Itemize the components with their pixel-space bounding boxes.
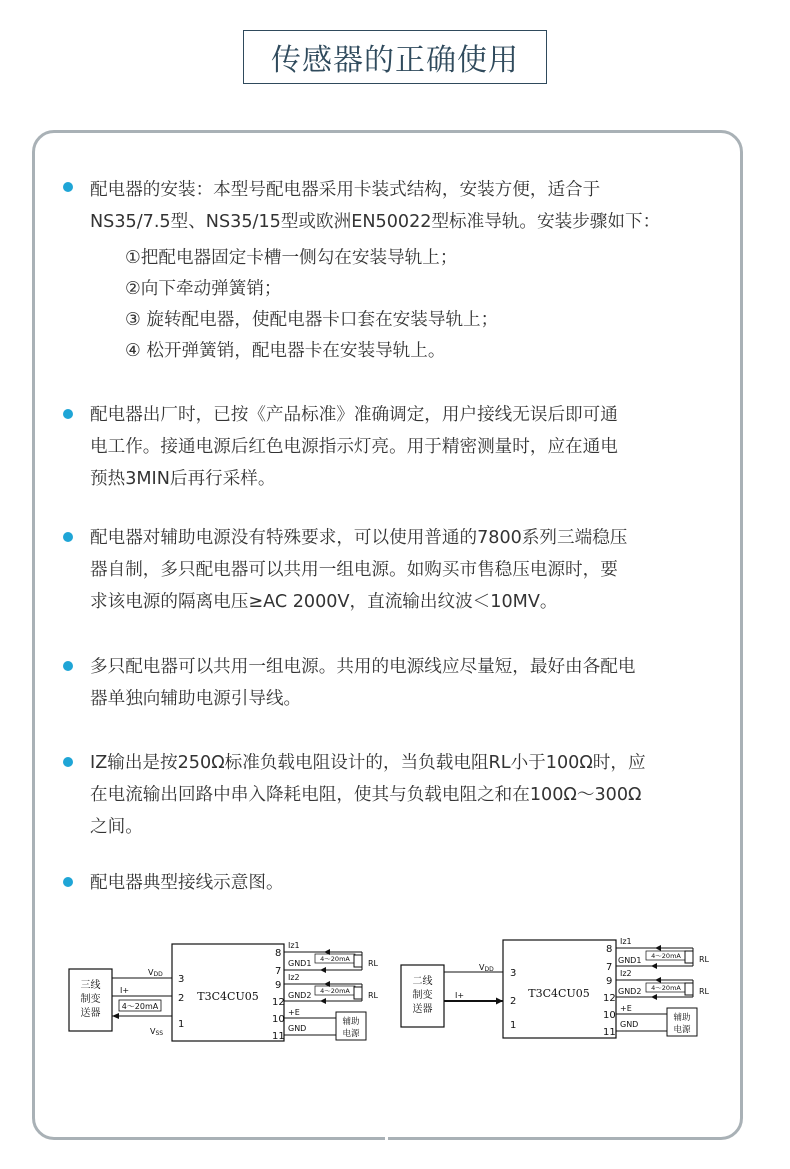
transmitter-label: 送器 [412,1004,433,1015]
pin-label: 10 [603,1010,616,1021]
section-installation [63,174,723,367]
section-shared-power [63,651,723,715]
transmitter-label: 送器 [80,1008,101,1019]
bullet-dot [63,757,73,767]
pin-label: 7 [606,962,613,973]
aux-power-label: 辅助 [342,1017,360,1027]
pin-label: 1 [510,1020,517,1031]
paragraph: 配电器的安装：本型号配电器采用卡装式结构，安装方便，适合于 NS35/7.5型、NS35/15型或欧洲EN50022型标准导轨。安装步骤如下： [90,180,661,232]
terminal-label: Iz1 [288,941,300,950]
step-item: ②向下牵动弹簧销； [125,279,282,299]
current-label: 4～20mA [651,984,681,992]
aux-power-label: 电源 [342,1029,360,1039]
terminal-label: GND1 [618,956,642,965]
module-label: T3C4CU05 [528,987,590,1000]
load-resistor [354,987,362,999]
pin-label: 12 [272,997,285,1008]
pin-label: 10 [272,1014,285,1025]
signal-vdd: VDD [148,968,163,978]
pin-label: 3 [510,968,517,979]
page-title: 传感器的正确使用 [243,30,547,84]
current-label: 4～20mA [320,955,350,963]
load-resistor [685,983,693,995]
bullet-dot [63,532,73,542]
terminal-label: GND [288,1024,307,1033]
step-item: ③ 旋转配电器，使配电器卡口套在安装导轨上； [125,310,499,330]
terminal-label: Iz2 [620,969,632,978]
transmitter-label: 制变 [80,994,101,1005]
load-label: RL [699,987,710,996]
pin-label: 11 [603,1027,616,1038]
terminal-label: GND2 [618,987,642,996]
pin-label: 9 [275,980,282,991]
wiring-diagram-three-wire [69,941,379,1042]
section-wiring-diagram [63,867,723,899]
pin-label: 2 [178,993,185,1004]
pin-label: 3 [178,974,185,985]
pin-label: 12 [603,993,616,1004]
section-factory-calibration [63,399,723,495]
paragraph: 配电器典型接线示意图。 [90,873,284,893]
terminal-label: GND [620,1020,639,1029]
transmitter-label: 制变 [412,990,433,1001]
current-label: 4～20mA [651,952,681,960]
load-label: RL [368,959,379,968]
terminal-label: +E [288,1008,300,1017]
pin-label: 2 [510,996,517,1007]
bullet-dot [63,409,73,419]
terminal-label: Iz1 [620,937,632,946]
pin-label: 11 [272,1031,285,1042]
terminal-label: GND1 [288,959,312,968]
pin-label: 8 [275,948,282,959]
load-resistor [354,955,362,967]
terminal-label: +E [620,1004,632,1013]
bullet-dot [63,877,73,887]
paragraph: 配电器对辅助电源没有特殊要求，可以使用普通的7800系列三端稳压 器自制，多只配电器可以共用一组电源。如购买市售稳压电源时，要 求该电源的隔离电压≥AC 2000V，直流输出纹波＜10MV。 [90,528,628,612]
signal-vss: VSS [150,1027,164,1037]
pin-label: 7 [275,966,282,977]
paragraph: IZ输出是按250Ω标准负载电阻设计的，当负载电阻RL小于100Ω时，应 在电流输出回路中串入降耗电阻，使其与负载电阻之和在100Ω～300Ω 之间。 [90,753,646,837]
aux-power-label: 辅助 [673,1013,691,1023]
pin-label: 8 [606,944,613,955]
wiring-diagrams [62,930,722,1050]
step-item: ①把配电器固定卡槽一侧勾在安装导轨上； [125,248,458,268]
paragraph: 多只配电器可以共用一组电源。共用的电源线应尽量短，最好由各配电 器单独向辅助电源引导线。 [90,657,636,709]
pin-label: 9 [606,976,613,987]
pin-label: 1 [178,1019,185,1030]
load-resistor [685,951,693,963]
aux-power-label: 电源 [673,1025,691,1035]
section-aux-power [63,522,723,618]
transmitter-label: 二线 [412,976,433,987]
section-iz-output [63,747,723,843]
wiring-diagram-two-wire [401,937,710,1038]
module-label: T3C4CU05 [197,990,259,1003]
load-label: RL [368,991,379,1000]
install-steps [125,243,723,367]
terminal-label: Iz2 [288,973,300,982]
signal-iplus: I+ [120,986,130,995]
transmitter-label: 三线 [80,980,101,991]
step-item: ④ 松开弹簧销，配电器卡在安装导轨上。 [125,341,446,361]
bullet-dot [63,661,73,671]
load-label: RL [699,955,710,964]
current-label: 4～20mA [320,987,350,995]
bullet-dot [63,182,73,192]
signal-iplus: I+ [455,991,465,1000]
terminal-label: GND2 [288,991,312,1000]
paragraph: 配电器出厂时，已按《产品标准》准确调定，用户接线无误后即可通 电工作。接通电源后红色电源指示灯亮。用于精密测量时，应在通电 预热3MIN后再行采样。 [90,405,618,489]
loop-current-label: 4～20mA [121,1002,159,1011]
signal-vdd: VDD [479,963,494,973]
